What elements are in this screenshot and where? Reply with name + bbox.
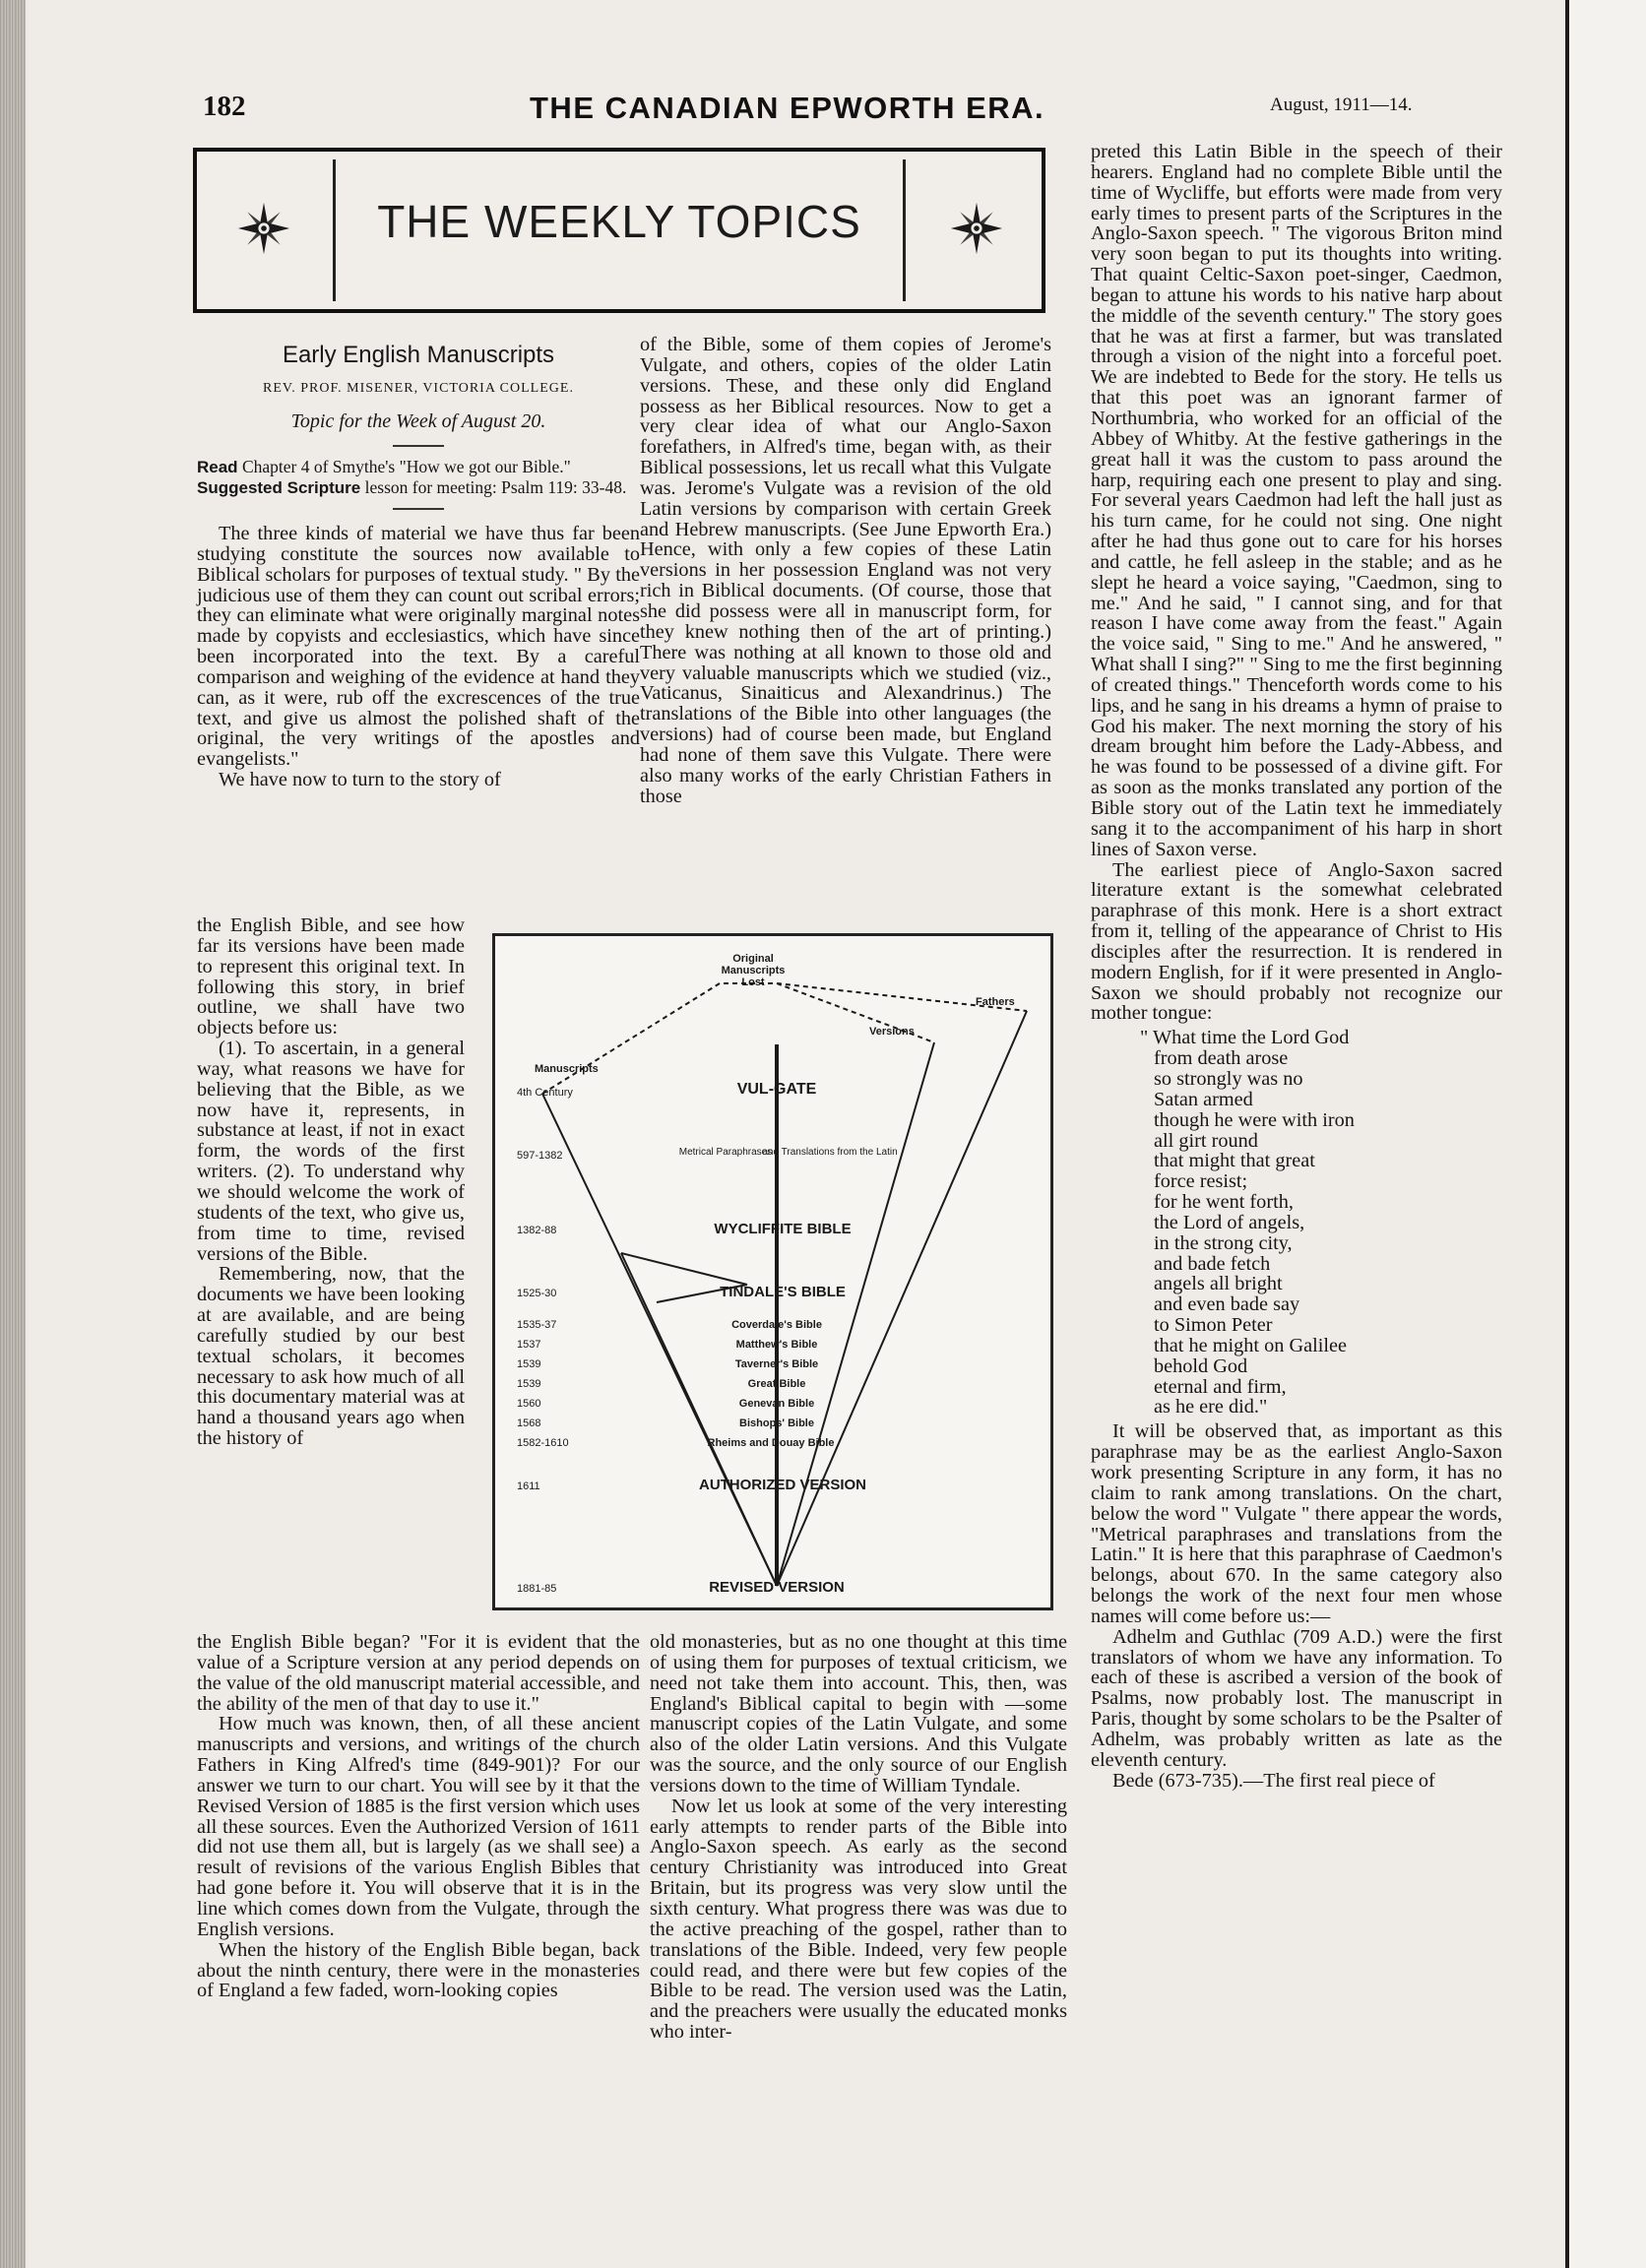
chart-metrical-right: and Translations from the Latin bbox=[762, 1147, 898, 1158]
chart-top-label: Original bbox=[732, 953, 774, 965]
read-line bbox=[197, 457, 640, 477]
short-rule bbox=[393, 508, 444, 510]
paragraph: old monasteries, but as no one thought at this time of using them for purposes of textual criticism, we need not take them into account. This, then, was England's Biblical capital to begin with —some manuscript copies of the Latin Vulgate, and some also of the older Latin versions. And this Vulgate was the source, and the only source of our English versions down to the time of William Tyndale. bbox=[650, 1631, 1067, 1796]
column-3 bbox=[1091, 142, 1502, 1792]
chart-date: 1539 bbox=[517, 1378, 541, 1390]
paragraph: Adhelm and Guthlac (709 A.D.) were the first translators of whom we have any information. To each of these is ascribed a version of the book of Psalms, now probably lost. The manuscript in Paris, thought by some scholars to be the Psalter of Adhelm, was probably written as late as the eleventh century. bbox=[1091, 1625, 1502, 1771]
column-1-bottom bbox=[197, 1632, 640, 2001]
chart-small-bible: Great Bible bbox=[747, 1378, 806, 1390]
versions-line bbox=[777, 1042, 934, 1586]
chart-date: 1382-88 bbox=[517, 1225, 557, 1236]
chart-small-bible: Taverner's Bible bbox=[734, 1358, 819, 1370]
lost-originals-dashes bbox=[542, 983, 1027, 1094]
poem-line: to Simon Peter bbox=[1154, 1314, 1273, 1337]
chart-date: 1582-1610 bbox=[517, 1437, 569, 1449]
poem-line: so strongly was no bbox=[1154, 1067, 1303, 1090]
scripture-line bbox=[197, 477, 640, 498]
chart-branch-label: Fathers bbox=[976, 996, 1015, 1008]
chart-date: 1560 bbox=[517, 1398, 541, 1410]
page-number: 182 bbox=[203, 91, 246, 122]
paragraph: preted this Latin Bible in the speech of their hearers. England had no complete Bible until the time of Wycliffe, but efforts were made from very early times to present parts of the Scriptures in the Anglo-Saxon speech. " The vigorous Briton mind very soon began to put its thoughts into writing. That quaint Celtic-Saxon poet-singer, Caedmon, began to attune his words to his native harp about the middle of the seventh century." The story goes that he was at first a farmer, but was translated through a vision of the night into a forceful poet. We are indebted to Bede for the story. He tells us that this poet was an ignorant farmer of Northumbria, who worked for an official of the Abbey of Whitby. At the festive gatherings in the great hall it was the custom to pass around the harp, requiring each one present to play and sing. For several years Caedmon had left the hall just as his turn came, for he could not sing. One night after he had thus gone out to care for his horses and cattle, he fell asleep in the stable; and as he slept he heard a voice saying, "Caedmon, sing to me." And he said, " I cannot sing, and for that reason I have come away from the feast." Again the voice said, " Sing to me." And he answered, " What shall I sing?" " Sing to me the first beginning of created things." Thenceforth words come to his lips, and he sang in his dreams a hymn of praise to God his maker. The next morning the story of his dream brought him before the Lady-Abbess, and he was found to be possessed of a divine gift. For as soon as the monks translated any portion of the Bible story out of the Latin text he immediately sang it to the accompaniment of his harp in short lines of Saxon verse. bbox=[1091, 141, 1502, 860]
paragraph: The three kinds of material we have thus far been studying constitute the sources now available to Biblical scholars for purposes of textual study. " By the judicious use of them they can count out scribal errors; they can eliminate what were originally marginal notes made by copyists and ecclesiastics, which have since been incorporated into the text. By a careful comparison and weighing of the evidence at hand they can, as it were, rub off the excrescences of the true text, and give us almost the polished shaft of the original, the very writings of the apostles and evangelists." bbox=[197, 523, 640, 771]
poem-line: and even bade say bbox=[1154, 1293, 1300, 1316]
paragraph: We have now to turn to the story of bbox=[219, 769, 501, 791]
paragraph: Remembering, now, that the documents we have been looking at are available, and are being carefully studied by our best textual scholars, it becomes necessary to ask how much of all this documentary material was at hand a thousand years ago when the history of bbox=[197, 1263, 465, 1450]
chart-tindale: TINDALE'S BIBLE bbox=[720, 1284, 846, 1300]
book-binding bbox=[0, 0, 26, 2268]
article-title: Early English Manuscripts bbox=[282, 342, 555, 368]
column-2-top bbox=[640, 335, 1051, 806]
chart-date: 1537 bbox=[517, 1339, 541, 1351]
poem-line: though he were with iron bbox=[1154, 1108, 1355, 1131]
poem-line: angels all bright bbox=[1154, 1273, 1283, 1295]
article-heading-block bbox=[197, 339, 640, 790]
chart-date: 1539 bbox=[517, 1358, 541, 1370]
chart-small-bible: Matthew's Bible bbox=[735, 1339, 818, 1351]
column-2-bottom bbox=[650, 1632, 1067, 2043]
read-label: Read bbox=[197, 458, 238, 476]
paragraph: Now let us look at some of the very interesting early attempts to render parts of the Bible into Anglo-Saxon speech. As early as the second century Christianity was introduced into Great Britain, but its progress was very slow until the sixth century. What progress there was was due to the active preaching of the gospel, rather than to translations of the Bible. Indeed, very few people could read, and there were but few copies of the Bible to be read. The version used was the Latin, and the preachers were usually the educated monks who inter- bbox=[650, 1795, 1067, 2044]
poem-line: as he ere did." bbox=[1154, 1396, 1268, 1418]
chart-date: 1535-37 bbox=[517, 1319, 557, 1331]
paragraph: Bede (673-735).—The first real piece of bbox=[1112, 1769, 1435, 1792]
bible-versions-chart bbox=[492, 933, 1053, 1610]
issue-date: August, 1911—14. bbox=[1270, 94, 1413, 115]
paragraph: the English Bible, and see how far its versions have been made to represent this original text. In following this story, in brief outline, we shall have two objects before us: bbox=[197, 914, 465, 1040]
poem-line: that might that great bbox=[1154, 1150, 1315, 1172]
chart-wycliffite: WYCLIFFITE BIBLE bbox=[714, 1221, 852, 1237]
poem-line: for he went forth, bbox=[1154, 1191, 1294, 1214]
paragraph: of the Bible, some of them copies of Jerome's Vulgate, and others, copies of the older Latin versions. These, and these only did England possess as her Biblical resources. Now to get a very clear idea of what our Anglo-Saxon forefathers, in Alfred's time, began with, as their Biblical possessions, let us recall what this Vulgate was. Jerome's Vulgate was a revision of the old Latin versions by comparison with certain Greek and Hebrew manuscripts. (See June Epworth Era.) Hence, with only a few copies of these Latin versions in her possession England was not very rich in Biblical documents. (Of course, those that she did possess were all in manuscript form, for they knew nothing then of the art of printing.) There was nothing at all known to those old and very valuable manuscripts which we studied (viz., Vaticanus, Sinaiticus and Alexandrinus.) The translations of the Bible into other languages (the versions) had of course been made, but England had none of them save this Vulgate. There were also many works of the early Christian Fathers in those bbox=[640, 334, 1051, 807]
poem-line: that he might on Galilee bbox=[1154, 1334, 1347, 1356]
poem-line: " What time the Lord God bbox=[1140, 1027, 1350, 1049]
poem-line: and bade fetch bbox=[1154, 1252, 1271, 1275]
ornamental-star-icon bbox=[236, 201, 291, 256]
weekly-topics-banner bbox=[193, 148, 1045, 313]
chart-small-bible: Genevan Bible bbox=[738, 1398, 815, 1410]
poem-line: Satan armed bbox=[1154, 1088, 1253, 1110]
read-text: Chapter 4 of Smythe's "How we got our Bible." bbox=[241, 457, 571, 476]
poem-line: from death arose bbox=[1154, 1047, 1289, 1070]
chart-svg bbox=[495, 936, 1050, 1607]
chart-small-bible: Coverdale's Bible bbox=[731, 1319, 822, 1331]
scripture-text: lesson for meeting: Psalm 119: 33-48. bbox=[364, 477, 627, 497]
chart-date: 1568 bbox=[517, 1418, 541, 1429]
paragraph: the English Bible began? "For it is evident that the value of a Scripture version at any period depends on the value of the old manuscript material accessible, and the ability of the men of that day to use it." bbox=[197, 1631, 640, 1715]
poem-line: the Lord of angels, bbox=[1154, 1211, 1305, 1233]
chart-small-bible: Rheims and Douay Bible bbox=[707, 1437, 835, 1449]
banner-title: THE WEEKLY TOPICS bbox=[377, 196, 861, 247]
chart-date: 597-1382 bbox=[517, 1150, 563, 1162]
chart-branch-label: Versions bbox=[869, 1026, 915, 1038]
paragraph: It will be observed that, as important as this paraphrase may be as the earliest Anglo-Saxon work presenting Scripture in any form, it has no claim to rank among translations. On the chart, below the word " Vulgate " there appear the words, "Metrical paraphrases and translations from the Latin." It is here that this paraphrase of Caedmon's belongs, about 670. In the same category also belongs the work of the next four men whose names will come before us:— bbox=[1091, 1420, 1502, 1627]
short-rule bbox=[393, 445, 444, 447]
paragraph: When the history of the English Bible began, back about the ninth century, there were in the monasteries of England a few faded, worn-looking copies bbox=[197, 1938, 640, 2002]
poem-line: force resist; bbox=[1154, 1170, 1248, 1193]
chart-top-label: Lost bbox=[741, 976, 765, 988]
chart-revised: REVISED VERSION bbox=[709, 1579, 845, 1596]
chart-vulgate: VUL-GATE bbox=[736, 1081, 817, 1098]
poem-line: behold God bbox=[1154, 1354, 1248, 1377]
chart-date: 4th Century bbox=[517, 1087, 573, 1099]
paragraph: (1). To ascertain, in a general way, what reasons we have for believing that the Bible, as we now have it, represents, in substance at least, if not in exact form, the words of the first writers. (2). To understand why we should welcome the work of students of the text, who give us, from time to time, revised versions of the Bible. bbox=[197, 1038, 465, 1265]
chart-date: 1881-85 bbox=[517, 1583, 557, 1595]
poem-line: eternal and firm, bbox=[1154, 1375, 1287, 1398]
chart-top-label: Manuscripts bbox=[721, 965, 786, 976]
article-author: REV. PROF. MISENER, VICTORIA COLLEGE. bbox=[263, 381, 574, 396]
scripture-label: Suggested Scripture bbox=[197, 478, 361, 497]
chart-branch-label: Manuscripts bbox=[535, 1063, 599, 1075]
page-edge bbox=[1565, 0, 1646, 2268]
paragraph: How much was known, then, of all these ancient manuscripts and versions, and writings of the church Fathers in King Alfred's time (849-901)? For our answer we turn to our chart. You will see by it that the Revised Version of 1885 is the first version which uses all these sources. Even the Authorized Version of 1611 did not use them all, but is largely (as we shall see) a result of revisions of the various English Bibles that had gone before it. You will observe that it is in the line which comes down from the Vulgate, through the English versions. bbox=[197, 1713, 640, 1940]
ornamental-star-icon bbox=[949, 201, 1004, 256]
wycliffite-branch bbox=[621, 1253, 747, 1285]
poem-line: in the strong city, bbox=[1154, 1231, 1293, 1254]
chart-date: 1611 bbox=[517, 1480, 540, 1492]
topic-line: Topic for the Week of August 20. bbox=[290, 410, 546, 432]
poem-line: all girt round bbox=[1154, 1129, 1258, 1152]
magazine-title: THE CANADIAN EPWORTH ERA. bbox=[530, 91, 1045, 125]
chart-date: 1525-30 bbox=[517, 1288, 557, 1299]
paragraph: The earliest piece of Anglo-Saxon sacred literature extant is the somewhat celebrated paraphrase of this monk. Here is a short extract from it, telling of the appearance of Christ to His disciples after the resurrection. It is rendered in modern English, for if it were presented in Anglo-Saxon we should probably not recognize our mother tongue: bbox=[1091, 858, 1502, 1025]
caedmon-poem bbox=[1091, 1028, 1502, 1418]
chart-small-bible: Bishops' Bible bbox=[739, 1418, 814, 1429]
chart-authorized: AUTHORIZED VERSION bbox=[698, 1477, 867, 1493]
narrow-column bbox=[197, 915, 465, 1449]
chart-metrical-left: Metrical Paraphrases bbox=[678, 1147, 773, 1158]
